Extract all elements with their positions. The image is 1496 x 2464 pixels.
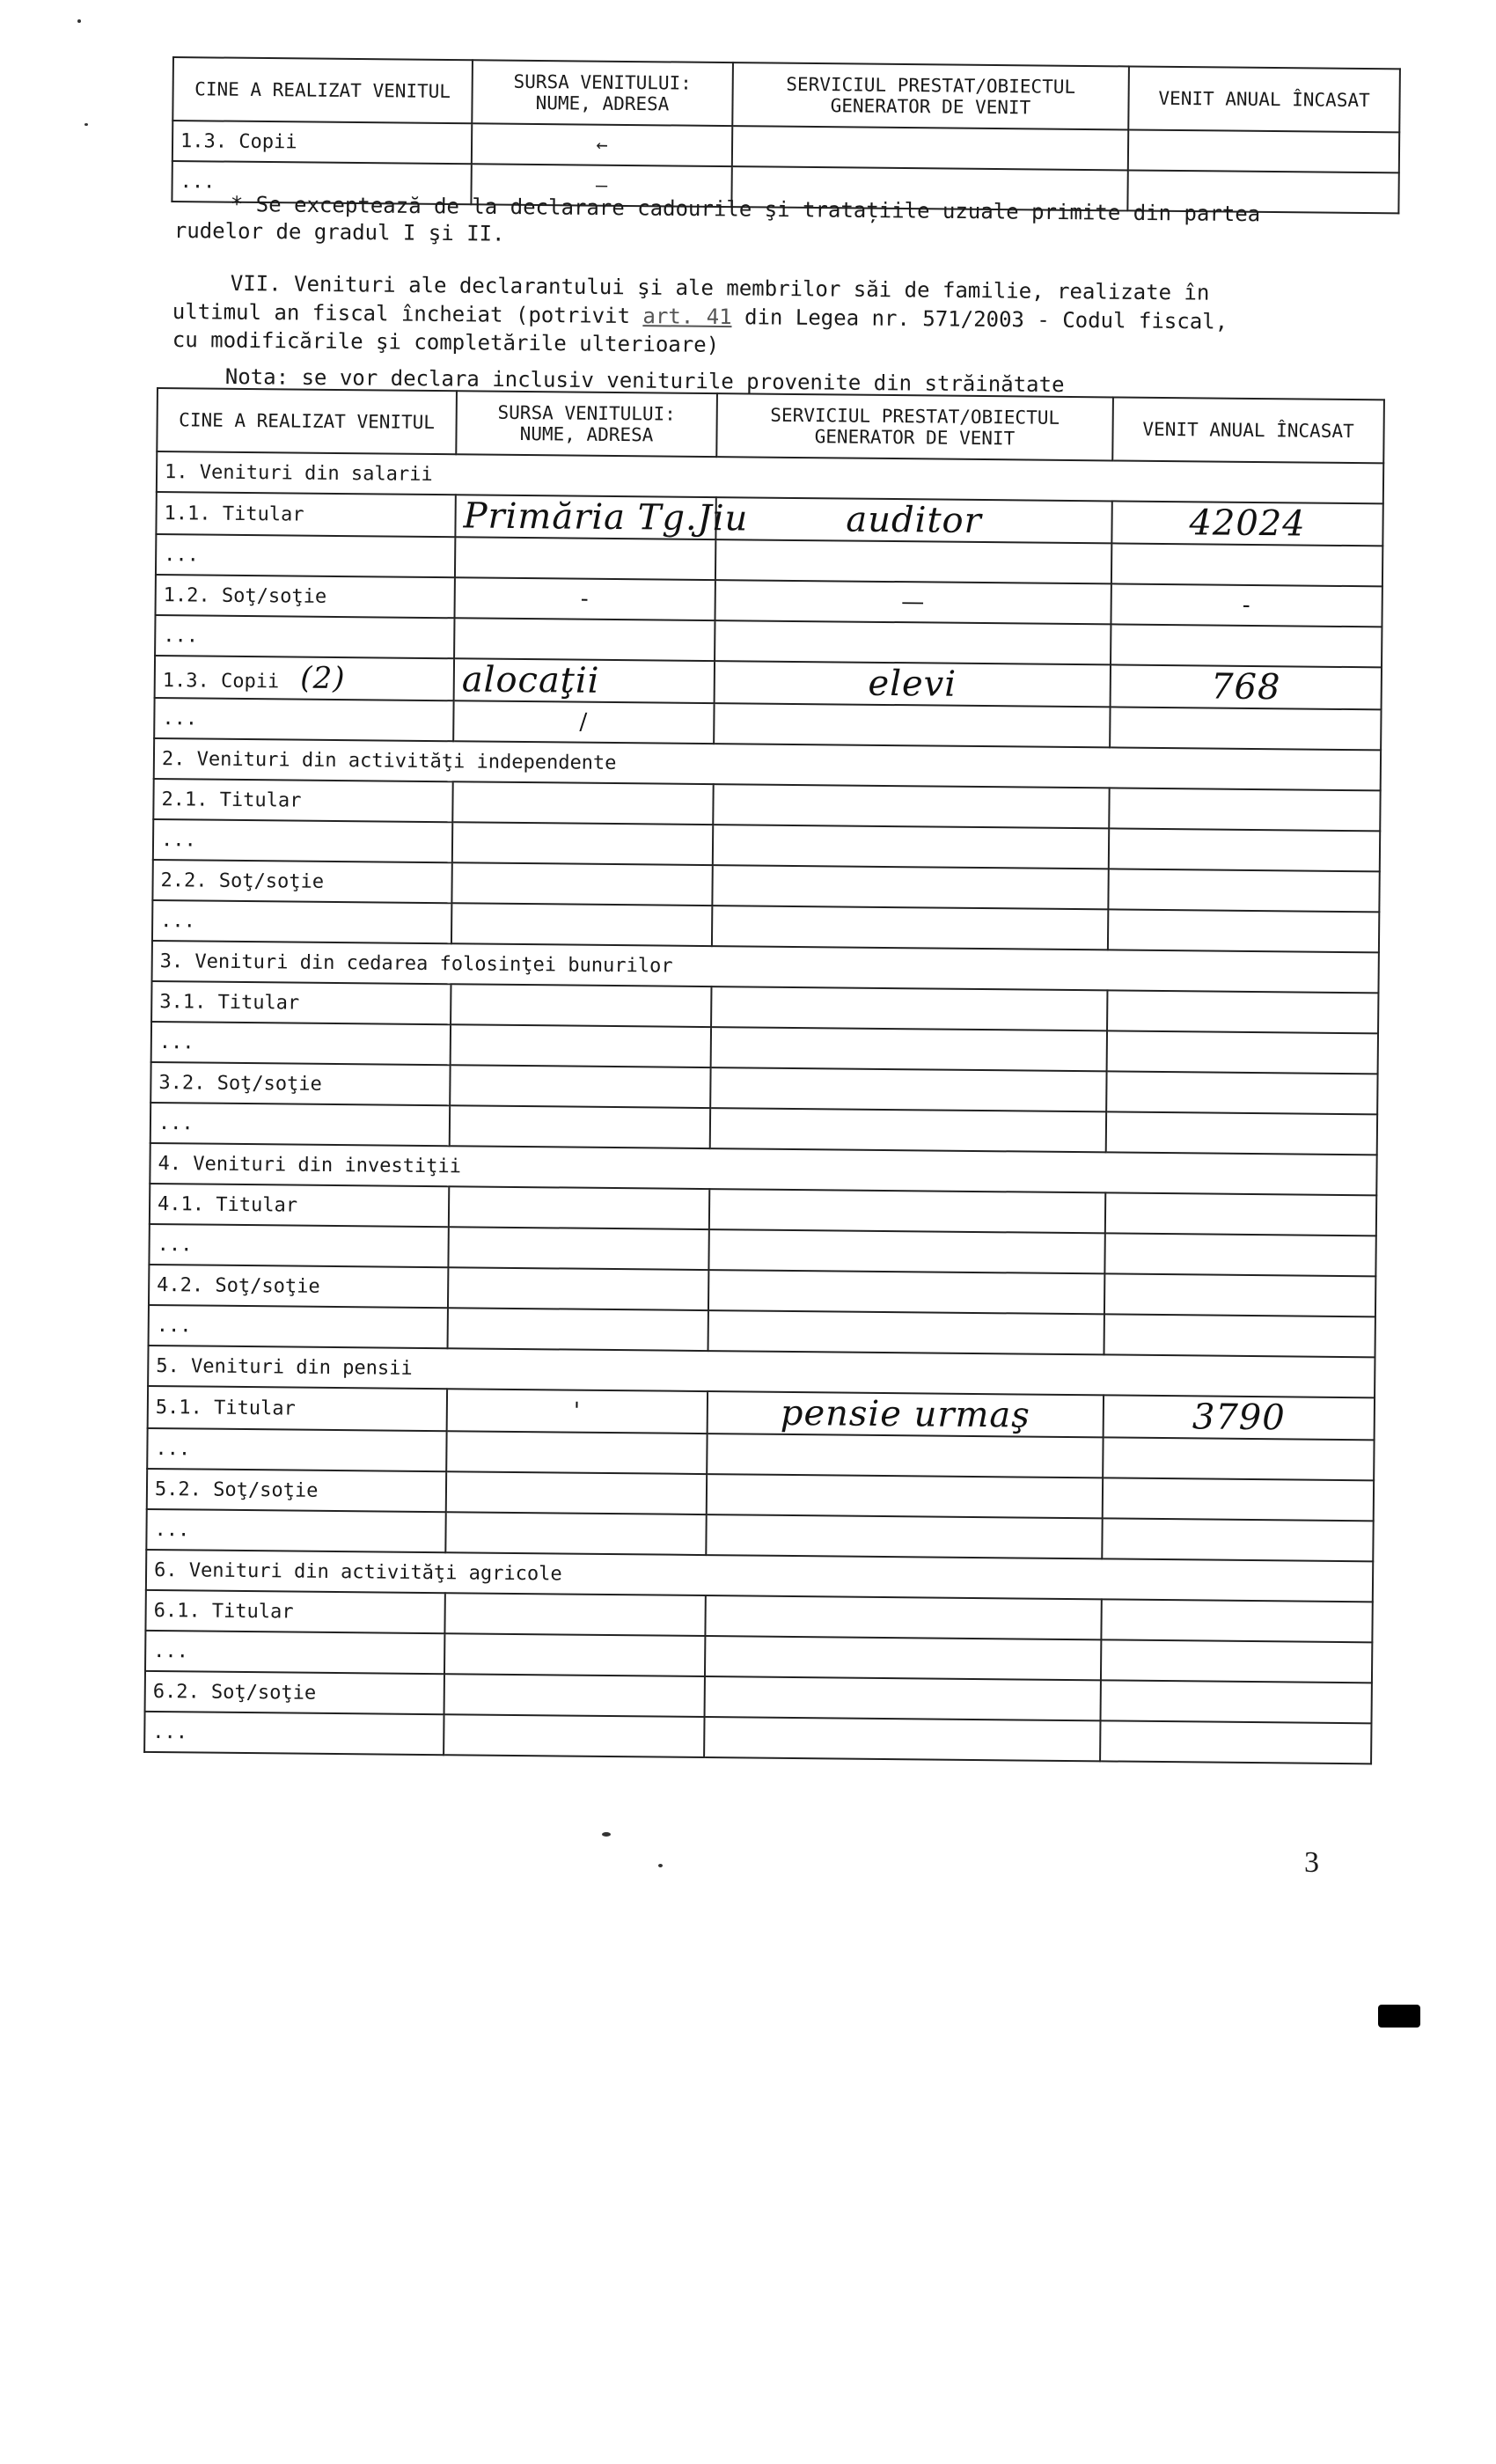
section-title: 4. Venituri din investiţii [150,1143,1376,1195]
header-cell: CINE A REALIZAT VENITUL [172,57,473,123]
scan-speck [658,1864,663,1867]
row-label [148,1386,447,1431]
header-cell: VENIT ANUAL ÎNCASAT [1128,66,1400,132]
service-cell: auditor [715,497,1111,543]
service-cell: elevi [715,661,1111,707]
amount-cell [1101,1639,1372,1683]
header-cell: CINE A REALIZAT VENITUL [157,388,457,454]
row-label-text: ... [158,1030,194,1053]
scan-speck [602,1832,611,1837]
service-cell [707,1434,1103,1478]
row-label-text: ... [156,1314,192,1337]
source-cell: ← [472,123,732,166]
service-cell [710,1067,1106,1111]
row-label [150,1184,449,1227]
page-number: 3 [1304,1846,1319,1879]
amount-cell [1109,828,1380,871]
row-label-text: ... [160,909,196,932]
row-label-text: ... [157,1233,193,1256]
service-cell [706,1514,1102,1558]
row-label [149,1265,448,1308]
row-label [145,1590,444,1633]
service-cell: pensie urmaş [708,1391,1104,1437]
amount-cell [1103,1437,1374,1480]
amount-cell [1100,1720,1371,1764]
row-label-text: 3.1. Titular [159,990,300,1015]
source-cell: — [471,164,731,207]
row-label [147,1469,446,1512]
footnote-line-2: rudelor de gradul I şi II. [173,218,505,246]
service-cell: — [715,580,1111,624]
service-cell [705,1595,1101,1639]
source-cell: ' [447,1389,708,1434]
section-title: 1. Venituri din salarii [157,451,1383,503]
children-count: (2) [300,660,346,697]
row-label: ... [172,161,471,204]
source-cell [446,1471,707,1514]
source-cell [449,1186,709,1229]
source-cell [445,1512,706,1555]
amount-cell: 3790 [1104,1395,1375,1440]
header-cell: VENIT ANUAL ÎNCASAT [1112,397,1384,463]
source-cell [444,1593,705,1636]
row-label [155,656,454,700]
service-cell [709,1189,1105,1233]
row-label-text: 2.2. Soţ/soţie [160,869,325,893]
row-label-text: ... [160,828,196,851]
header-cell: SURSA VENITULUI: NUME, ADRESA [456,391,717,457]
service-cell [713,825,1109,869]
amount-cell [1109,788,1380,831]
service-cell [705,1636,1101,1680]
service-cell [708,1270,1104,1314]
amount-cell [1110,707,1381,750]
amount-cell [1102,1518,1373,1561]
row-label-text: ... [153,1639,189,1662]
source-cell [444,1674,705,1717]
service-cell [712,906,1108,950]
row-label-text: ... [152,1720,188,1743]
service-cell [707,1474,1103,1518]
row-label-text: ... [154,1518,190,1541]
source-cell: alocaţii [454,658,715,703]
source-cell [450,1105,710,1148]
source-cell [446,1431,707,1474]
row-label-text: 1.3. Copii [162,670,280,693]
row-label [149,1224,448,1267]
section-title: 6. Venituri din activităţi agricole [146,1550,1373,1602]
row-label [156,492,455,537]
scan-mark [1378,2005,1420,2028]
row-label-text: 1.2. Soţ/soţie [163,583,327,608]
section-title: 5. Venituri din pensii [148,1346,1375,1397]
service-cell [711,986,1107,1030]
amount-cell [1128,129,1399,172]
row-label [154,698,453,741]
row-label-text: 5.2. Soţ/soţie [154,1478,319,1502]
source-cell [452,822,713,865]
amount-cell [1101,1680,1372,1723]
section-vii-line-1: VII. Venituri ale declarantului şi ale membrilor săi de familie, realizate în [230,271,1210,305]
income-table [143,387,1385,1764]
section-vii-line-2: ultimul an fiscal încheiat (potrivit art. 41 din Legea nr. 571/2003 - Codul fiscal, [172,299,1228,334]
row-label [145,1671,444,1714]
amount-cell [1107,1030,1378,1074]
row-label-text: ... [163,624,199,647]
row-label [153,819,452,862]
source-cell [455,537,715,580]
header-cell: SERVICIUL PRESTAT/OBIECTUL GENERATOR DE VENIT [716,393,1113,460]
row-label [155,615,454,658]
amount-cell [1104,1314,1375,1357]
row-label-text: ... [158,1111,194,1134]
row-label [146,1509,445,1552]
amount-cell: 42024 [1111,501,1382,546]
amount-cell [1105,1192,1376,1236]
row-label [151,1022,451,1065]
amount-cell [1103,1478,1374,1521]
row-label-text: ... [155,1437,191,1460]
row-label-text: 3.2. Soţ/soţie [158,1071,322,1096]
service-cell [708,1310,1104,1354]
service-cell [715,620,1111,664]
scan-speck [77,19,81,23]
source-cell [444,1714,704,1757]
row-label [144,1712,444,1755]
source-cell [451,984,711,1027]
service-cell [708,1229,1104,1273]
scan-speck [84,123,88,126]
header-cell: SERVICIUL PRESTAT/OBIECTUL GENERATOR DE VENIT [732,62,1129,129]
footnote-line-1: * Se exceptează de la declarare cadourile şi tratațiile uzuale primite din partea [230,192,1261,227]
table-header-row [157,388,1384,463]
law-article-link[interactable]: art. 41 [642,304,732,330]
row-label-text: 4.2. Soţ/soţie [157,1273,320,1298]
service-cell [714,703,1110,747]
service-cell [712,865,1108,909]
amount-cell: 768 [1111,664,1382,709]
row-label [152,860,451,903]
source-cell: Primăria Tg.Jiu [455,495,715,539]
amount-cell [1108,909,1379,952]
row-label-text: 1.1. Titular [164,502,304,526]
row-label [145,1631,444,1674]
row-label [150,1103,450,1146]
amount-cell [1106,1071,1377,1114]
service-cell [704,1717,1100,1761]
row-label [149,1305,448,1348]
source-cell [448,1308,708,1351]
section-vii-line-3: cu modificările şi completările ulterioare) [172,327,720,357]
amount-cell [1111,543,1382,586]
source-cell [451,903,712,946]
source-cell [444,1633,705,1676]
row-label [152,900,451,943]
amount-cell [1111,624,1382,667]
row-label-text: 6.2. Soţ/soţie [152,1680,317,1705]
row-label [156,534,455,577]
amount-cell [1106,1111,1377,1155]
amount-cell [1107,990,1378,1033]
row-label [150,1062,450,1105]
header-cell: SURSA VENITULUI: NUME, ADRESA [472,60,733,126]
section-vii-note: Nota: se vor declara inclusiv veniturile provenite din străinătate [224,364,1065,398]
source-cell [451,862,712,906]
service-cell [715,539,1111,583]
source-cell [448,1267,708,1310]
source-cell [452,781,713,825]
row-label [147,1428,446,1471]
row-label-text: ... [164,543,200,566]
row-label-text: 4.1. Titular [157,1192,298,1217]
source-cell [448,1227,708,1270]
section-title: 2. Venituri din activităţi independente [154,738,1381,790]
top-income-table [171,56,1401,214]
amount-cell [1104,1273,1375,1316]
row-label-text: ... [162,707,198,730]
source-cell [454,618,715,661]
service-cell [732,126,1128,170]
row-label [156,575,455,618]
amount-cell: - [1111,583,1382,627]
source-cell [450,1065,710,1108]
service-cell [705,1676,1101,1720]
amount-cell [1104,1233,1375,1276]
row-label-text: 2.1. Titular [161,788,302,812]
source-cell: - [454,577,715,620]
row-label [151,981,451,1024]
row-label-text: 6.1. Titular [153,1599,294,1624]
source-cell [451,1024,711,1067]
row-label [153,779,452,822]
amount-cell [1108,869,1379,912]
service-cell [713,784,1109,828]
section-title: 3. Venituri din cedarea folosinţei bunurilor [152,941,1379,993]
section-vii-title [231,271,1210,305]
row-label: 1.3. Copii [172,121,472,164]
row-label-text: 5.1. Titular [155,1396,296,1420]
service-cell [711,1027,1107,1071]
amount-cell [1101,1599,1372,1642]
service-cell [710,1108,1106,1152]
table-header-row [172,57,1400,132]
source-cell: / [453,700,714,744]
